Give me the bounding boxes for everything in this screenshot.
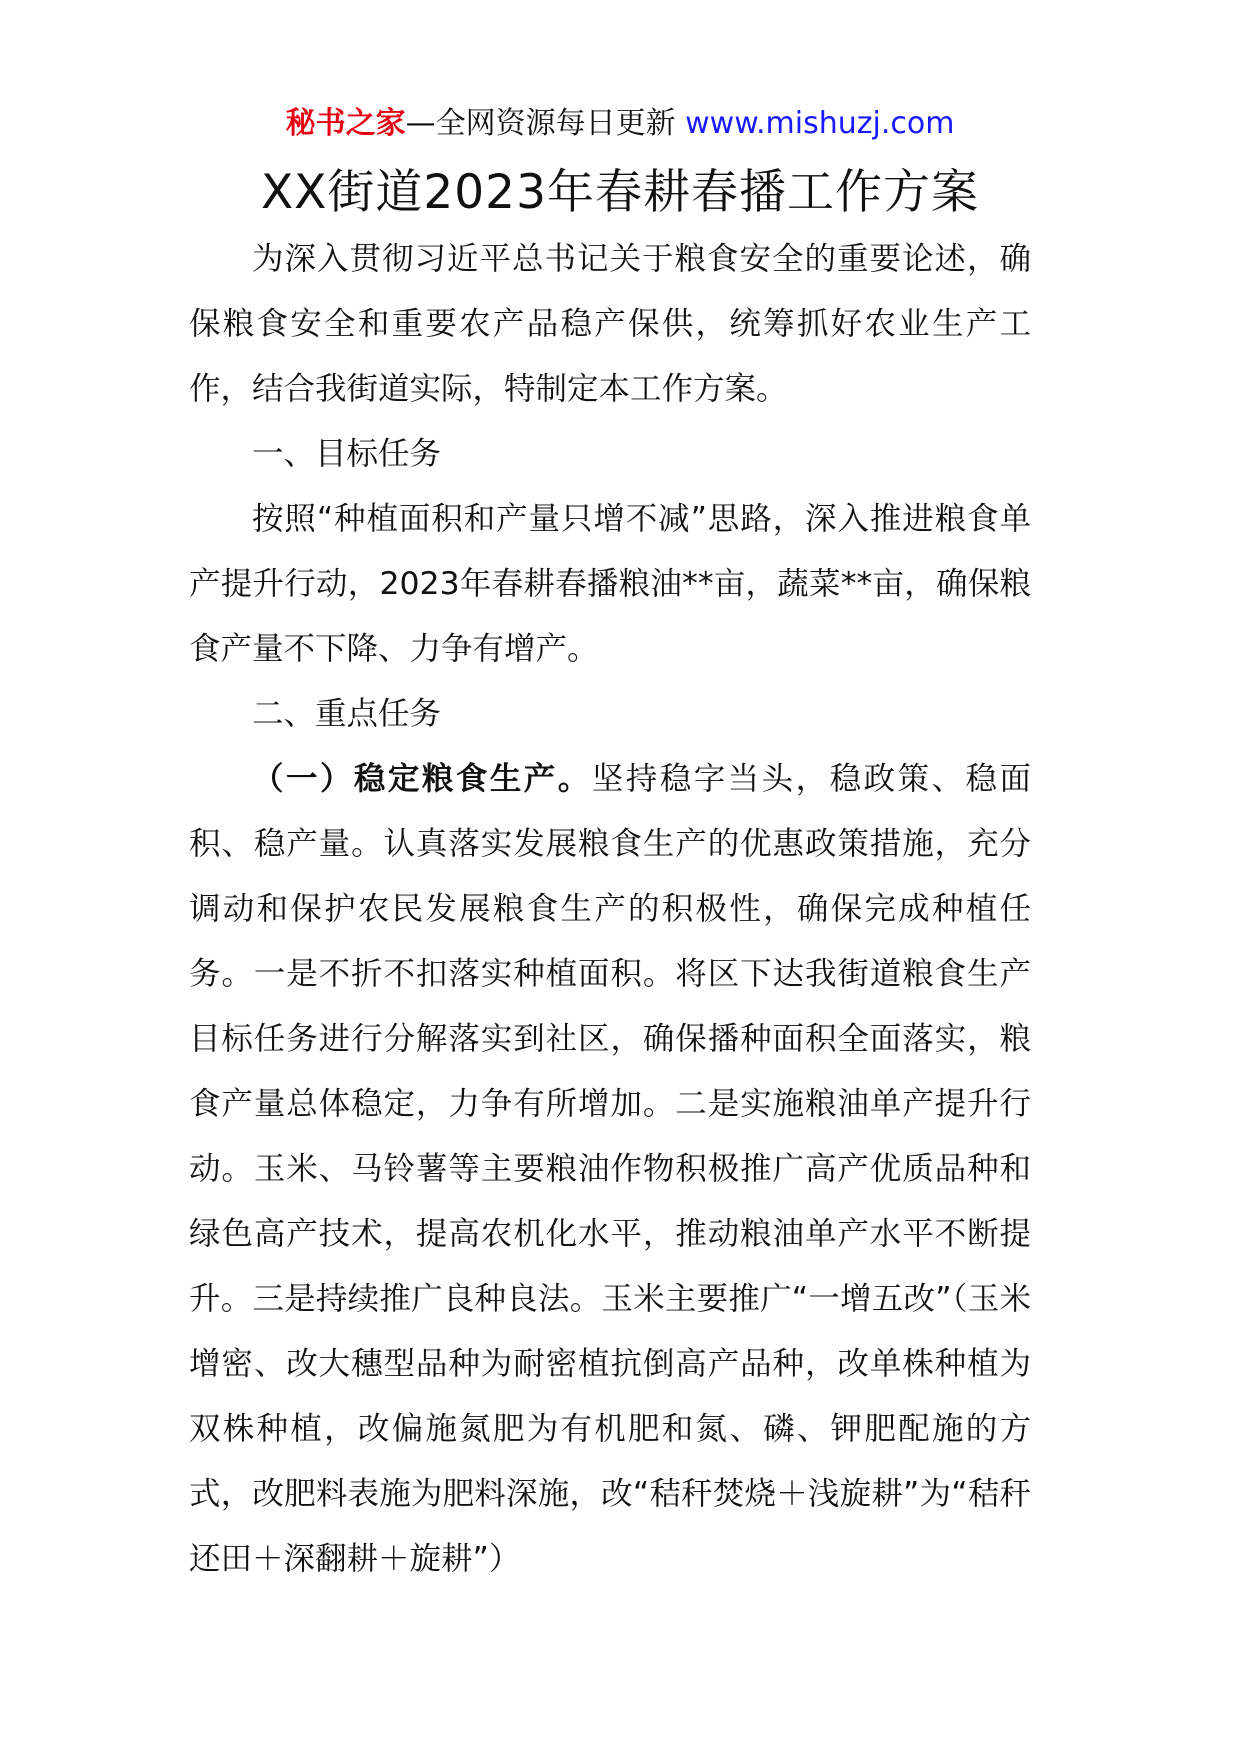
site-url-link[interactable]: www.mishuzj.com bbox=[685, 106, 955, 141]
brand-name: 秘书之家 bbox=[285, 106, 406, 141]
intro-paragraph: 为深入贯彻习近平总书记关于粮食安全的重要论述，确保粮食安全和重要农产品稳产保供，统筹抓好农业生产工作，结合我街道实际，特制定本工作方案。 bbox=[189, 241, 1031, 407]
key-task-body: 坚持稳字当头，稳政策、稳面积、稳产量。认真落实发展粮食生产的优惠政策措施，充分调动和保护农民发展粮食生产的积极性，确保完成种植任务。一是不折不扣落实种植面积。将区下达我街道粮食生产目标任务进行分解落实到社区，确保播种面积全面落实，粮食产量总体稳定，力争有所增加。二是实施粮油单产提升行动。玉米、马铃薯等主要粮油作物积极推广高产优质品种和绿色高产技术，提高农机化水平，推动粮油单产水平不断提升。三是持续推广良种良法。玉米主要推广“一增五改”（玉米增密、改大穗型品种为耐密植抗倒高产品种，改单株种植为双株种植，改偏施氮肥为有机肥和氮、磷、钾肥配施的方式，改肥料表施为肥料深施，改“秸秆焚烧＋浅旋耕”为“秸秆还田＋深翻耕＋旋耕”） bbox=[189, 761, 1031, 1577]
site-header bbox=[0, 104, 1240, 144]
key-task-heading: （一）稳定粮食生产。 bbox=[252, 761, 592, 797]
document-title: XX街道2023年春耕春播工作方案 bbox=[260, 165, 979, 220]
key-task-paragraph bbox=[189, 747, 1031, 1592]
header-tagline: —全网资源每日更新 bbox=[405, 106, 676, 141]
document-body bbox=[189, 227, 1031, 1592]
section-heading-goals: 一、目标任务 bbox=[252, 436, 442, 472]
section-heading-key-tasks: 二、重点任务 bbox=[252, 696, 442, 732]
goals-paragraph: 按照“种植面积和产量只增不减”思路，深入推进粮食单产提升行动，2023年春耕春播粮油**亩，蔬菜**亩，确保粮食产量不下降、力争有增产。 bbox=[189, 501, 1031, 667]
